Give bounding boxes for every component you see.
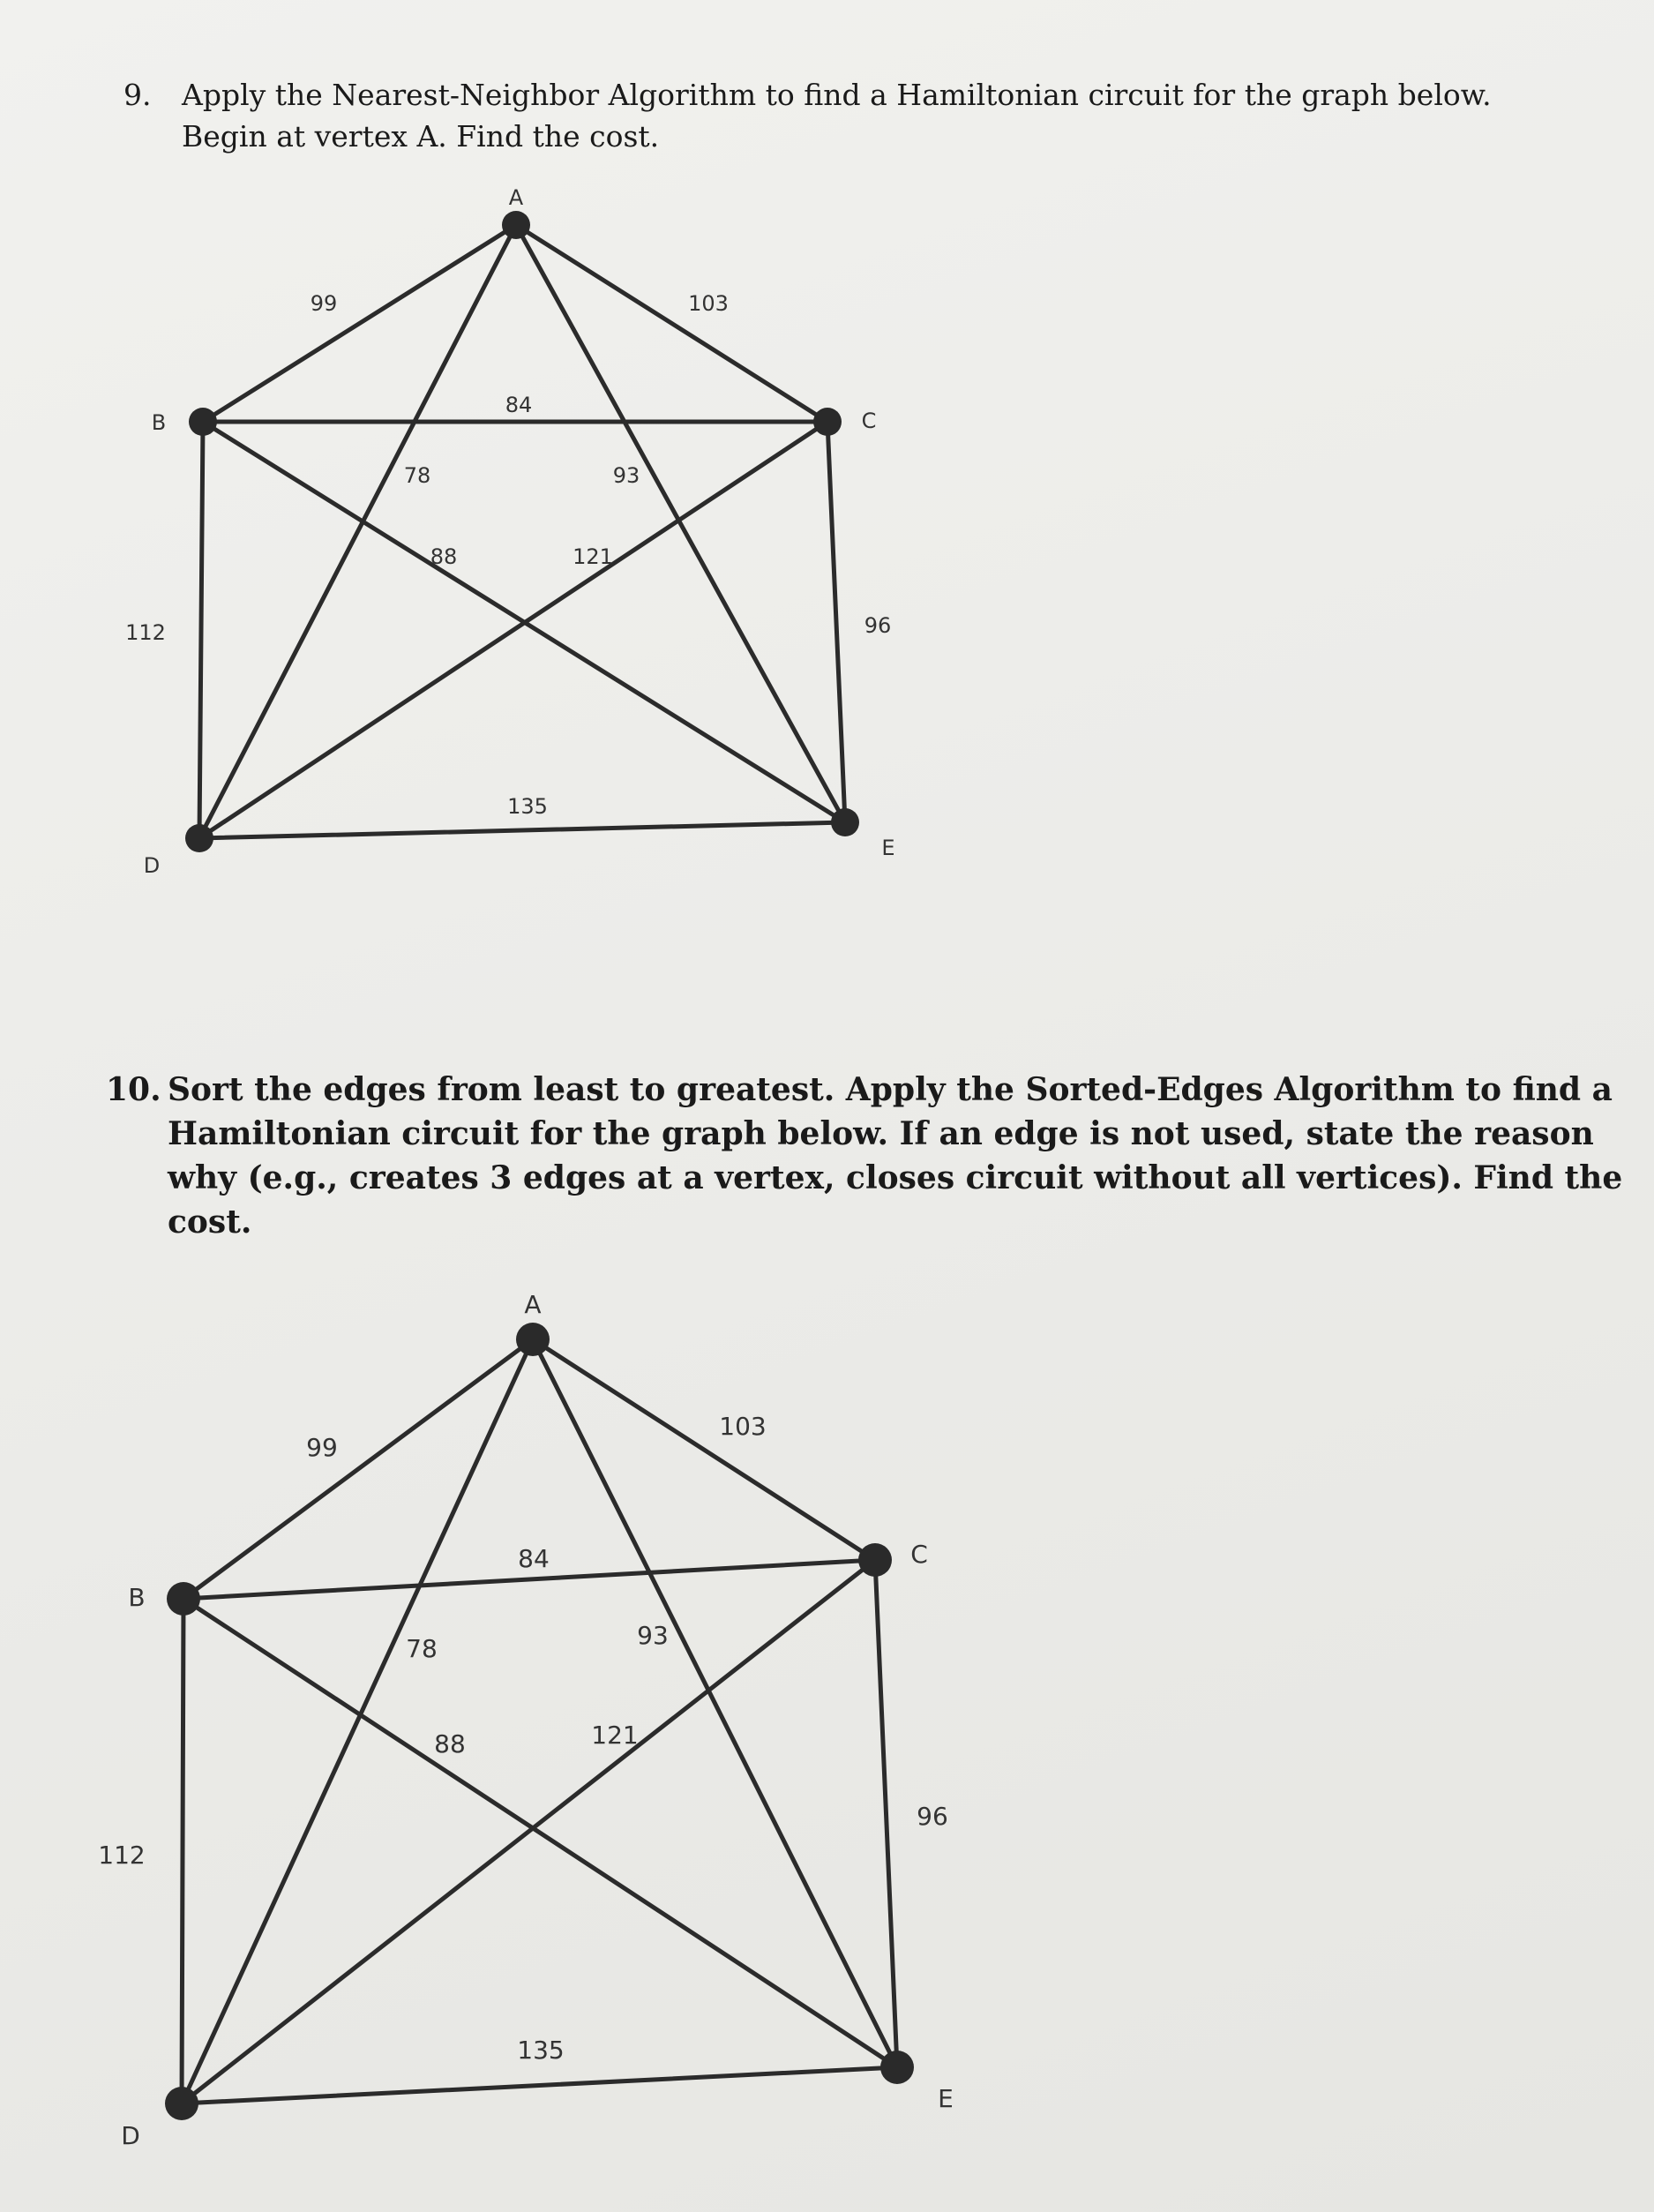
question-9-text: Apply the Nearest-Neighbor Algorithm to find a Hamiltonian circuit for the graph below. Begin at vertex A. Find the cost. <box>182 78 1492 154</box>
g10-vertex-label-a: A <box>524 1290 542 1319</box>
g9-weight-a-e: 93 <box>612 463 640 488</box>
g10-weight-a-d: 78 <box>406 1634 438 1663</box>
g10-weight-b-e: 88 <box>434 1729 466 1758</box>
g10-weight-a-b: 99 <box>306 1433 338 1462</box>
g9-vertex-label-d: D <box>143 853 161 878</box>
question-9-number: 9. <box>123 78 152 112</box>
g10-vertex-label-b: B <box>128 1583 146 1612</box>
g10-weight-c-d: 121 <box>591 1721 639 1750</box>
question-10-number: 10. <box>106 1071 161 1108</box>
g10-edge-d-e <box>182 2067 897 2103</box>
g9-vertex-label-e: E <box>881 836 895 860</box>
g9-weight-a-b: 99 <box>310 291 338 316</box>
g9-vertex-label-a: A <box>508 185 524 210</box>
g9-weight-b-d: 112 <box>125 620 166 645</box>
g10-vertex-e <box>880 2051 914 2084</box>
g10-weight-b-d: 112 <box>98 1841 146 1870</box>
g9-weight-c-e: 96 <box>864 613 892 638</box>
g9-weight-a-c: 103 <box>688 291 729 316</box>
g10-vertex-b <box>167 1582 200 1616</box>
g10-vertex-label-d: D <box>121 2121 140 2150</box>
g9-vertex-label-b: B <box>151 410 167 435</box>
g10-edge-b-e <box>183 1599 897 2067</box>
g9-weight-a-d: 78 <box>403 463 431 488</box>
g10-vertex-label-e: E <box>938 2084 954 2113</box>
g10-edge-a-d <box>182 1339 533 2103</box>
g9-weight-b-c: 84 <box>505 393 533 417</box>
g10-weight-b-c: 84 <box>518 1544 550 1573</box>
question-10-text: Sort the edges from least to greatest. Apply the Sorted-Edges Algorithm to find a Hamiltonian circuit for the graph below. If an edge is not used, state the reason why (e.g., creates 3 edges at a vertex, closes circuit without all vertices). Find the cost. <box>168 1071 1623 1241</box>
g10-vertex-d <box>165 2087 198 2120</box>
g9-vertex-label-c: C <box>861 409 877 433</box>
g10-vertex-a <box>516 1323 550 1356</box>
g10-edge-a-c <box>533 1339 875 1560</box>
g9-weight-b-e: 88 <box>430 544 458 569</box>
g10-weight-a-e: 93 <box>637 1621 669 1650</box>
g10-weight-d-e: 135 <box>517 2036 565 2065</box>
g10-weight-a-c: 103 <box>719 1412 767 1441</box>
g10-vertex-c <box>858 1543 892 1577</box>
g10-vertex-label-c: C <box>910 1540 928 1569</box>
g10-edge-a-b <box>183 1339 533 1599</box>
g9-weight-c-d: 121 <box>573 544 613 569</box>
g10-edge-a-e <box>533 1339 897 2067</box>
g10-weight-c-e: 96 <box>917 1802 948 1831</box>
g10-edge-c-e <box>875 1560 897 2067</box>
g10-edge-c-d <box>182 1560 875 2103</box>
g9-weight-d-e: 135 <box>507 794 548 819</box>
g10-edge-b-d <box>182 1599 183 2103</box>
